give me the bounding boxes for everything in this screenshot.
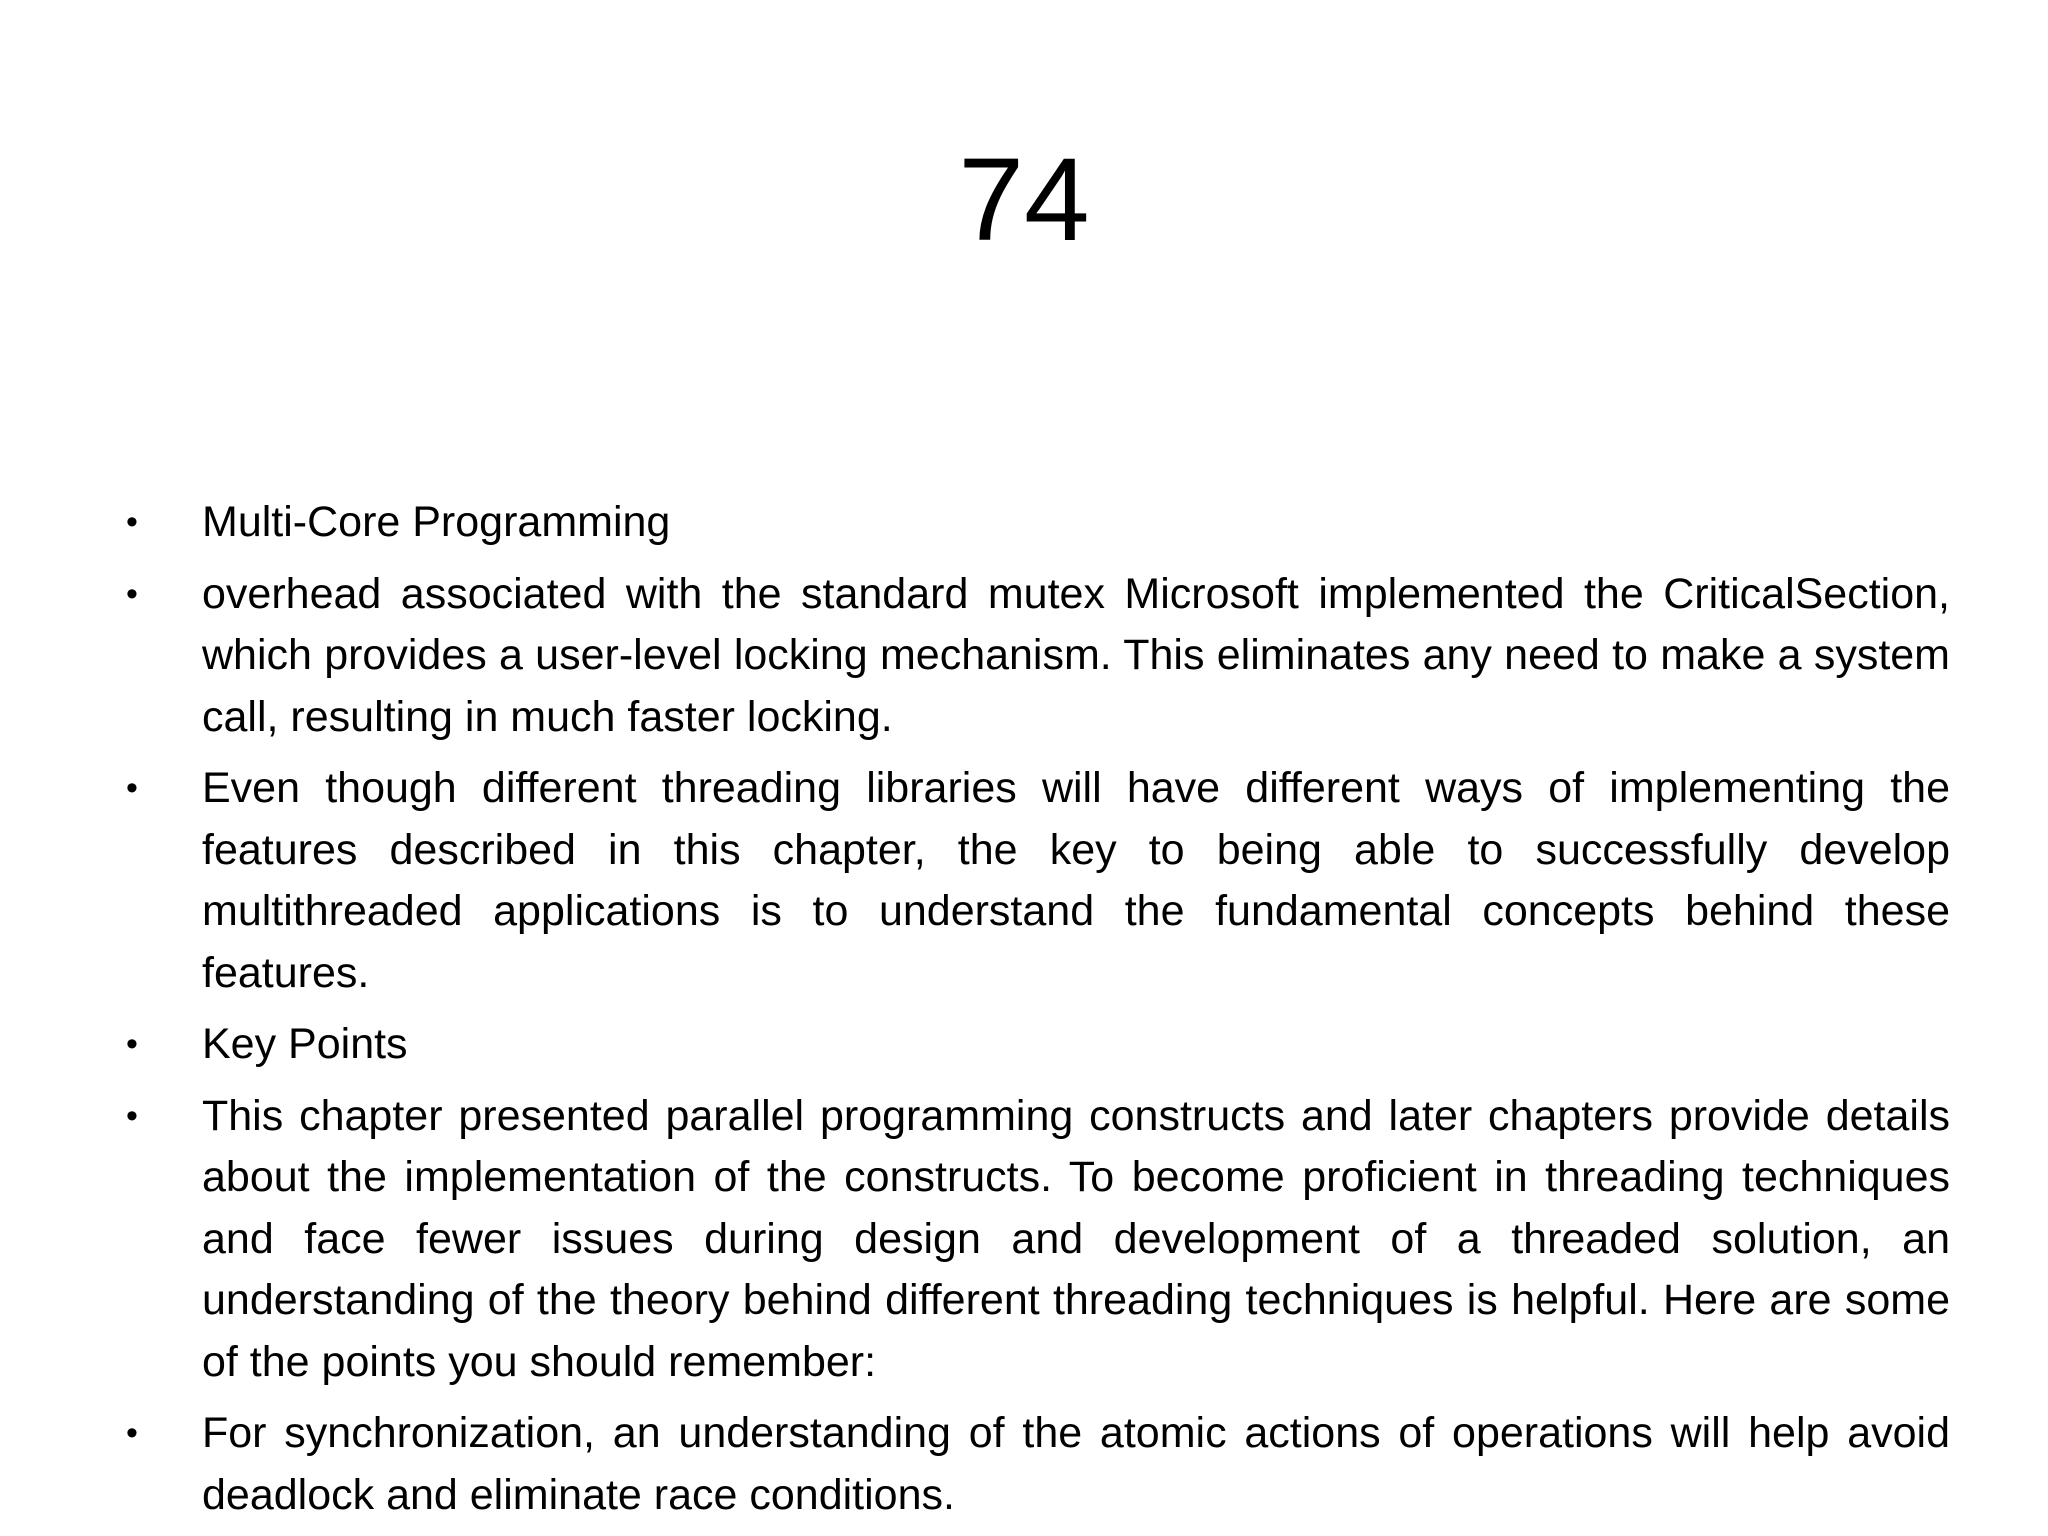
bullet-item: [120, 492, 1950, 554]
bullet-text: Multi-Core Programming: [202, 498, 671, 546]
bullet-text: This chapter presented parallel programming constructs and later chapters provide details about the implementation of the constructs. To become proficient in threading techniques and face fewer issues during design and development of a threaded solution, an understanding of the theory behind different threading techniques is helpful. Here are some of the points you should remember:: [202, 1091, 1950, 1386]
slide-title: 74: [958, 134, 1090, 266]
bullet-dot-icon: •: [126, 769, 138, 807]
bullet-text: Even though different threading libraries will have different ways of implementing the features described in this chapter, the key to being able to successfully develop multithreaded applications is to understand the fundamental concepts behind these features.: [202, 764, 1950, 997]
bullet-item: [120, 564, 1950, 749]
bullet-dot-icon: •: [126, 1414, 138, 1452]
bullet-dot-icon: •: [126, 1025, 138, 1063]
bullet-item: [120, 1403, 1950, 1526]
bullet-item: [120, 1086, 1950, 1394]
bullet-item: [120, 1014, 1950, 1076]
bullet-text: For synchronization, an understanding of the atomic actions of operations will help avoid deadlock and eliminate race conditions.: [202, 1409, 1950, 1519]
bullet-list: [120, 492, 1950, 1536]
bullet-dot-icon: •: [126, 503, 138, 541]
bullet-text: Key Points: [202, 1020, 408, 1068]
bullet-text: overhead associated with the standard mutex Microsoft implemented the CriticalSection, which provides a user-level locking mechanism. This eliminates any need to make a system call, resulting in much faster locking.: [202, 569, 1950, 741]
bullet-dot-icon: •: [126, 1096, 138, 1135]
bullet-item: [120, 758, 1950, 1004]
bullet-dot-icon: •: [126, 574, 138, 613]
